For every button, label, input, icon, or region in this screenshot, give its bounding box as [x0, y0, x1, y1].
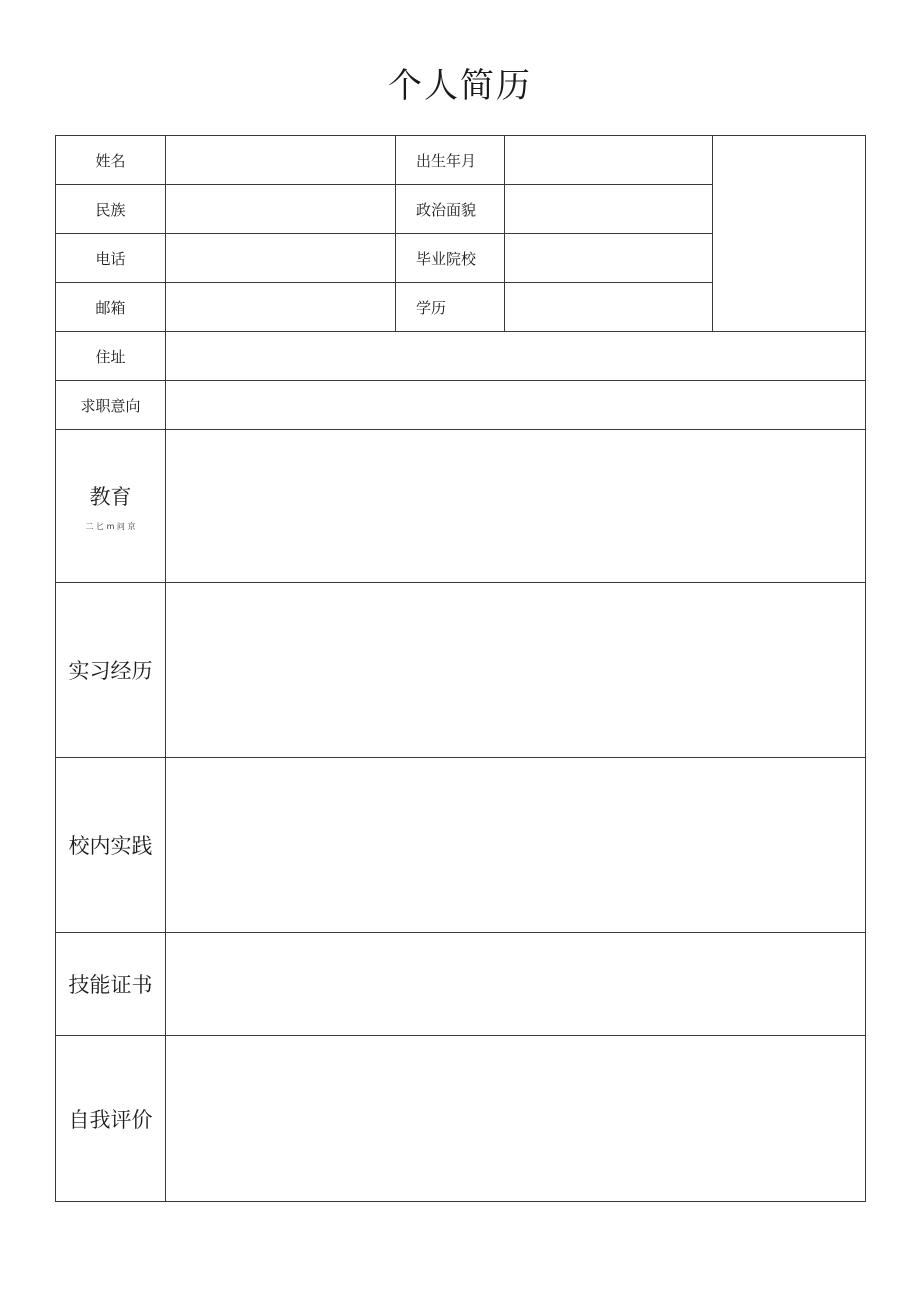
- education-note: 二 匕 m 问 京: [85, 521, 136, 531]
- internship-title: 实习经历: [68, 659, 153, 683]
- education-section-label: [56, 430, 166, 583]
- skills-title: 技能证书: [68, 973, 153, 997]
- internship-section-label: [56, 583, 166, 758]
- school-value-cell[interactable]: [505, 234, 713, 283]
- address-value-cell[interactable]: [166, 332, 866, 381]
- school-label: 毕业院校: [396, 234, 505, 283]
- education-level-value-cell[interactable]: [505, 283, 713, 332]
- job-intention-value-cell[interactable]: [166, 381, 866, 430]
- birth-value-cell[interactable]: [505, 136, 713, 185]
- self-evaluation-section-label: [56, 1036, 166, 1202]
- education-level-label: 学历: [396, 283, 505, 332]
- skills-content-cell[interactable]: [166, 933, 866, 1036]
- education-content-cell[interactable]: [166, 430, 866, 583]
- campus-section-label: [56, 758, 166, 933]
- page-title: 个人简历: [388, 66, 532, 106]
- name-value-cell[interactable]: [166, 136, 396, 185]
- political-status-label: 政治面貌: [396, 185, 505, 234]
- education-title: 教育: [89, 484, 132, 509]
- self-evaluation-title: 自我评价: [68, 1107, 153, 1132]
- internship-content-cell[interactable]: [166, 583, 866, 758]
- name-label: 姓名: [56, 136, 166, 185]
- phone-value-cell[interactable]: [166, 234, 396, 283]
- campus-title: 校内实践: [68, 834, 153, 858]
- campus-content-cell[interactable]: [166, 758, 866, 933]
- birth-label: 出生年月: [396, 136, 505, 185]
- job-intention-label: 求职意向: [56, 381, 166, 430]
- resume-table: [55, 135, 866, 1202]
- self-evaluation-content-cell[interactable]: [166, 1036, 866, 1202]
- ethnicity-value-cell[interactable]: [166, 185, 396, 234]
- email-label: 邮箱: [56, 283, 166, 332]
- ethnicity-label: 民族: [56, 185, 166, 234]
- photo-cell[interactable]: [713, 136, 866, 332]
- phone-label: 电话: [56, 234, 166, 283]
- political-status-value-cell[interactable]: [505, 185, 713, 234]
- email-value-cell[interactable]: [166, 283, 396, 332]
- address-label: 住址: [56, 332, 166, 381]
- skills-section-label: [56, 933, 166, 1036]
